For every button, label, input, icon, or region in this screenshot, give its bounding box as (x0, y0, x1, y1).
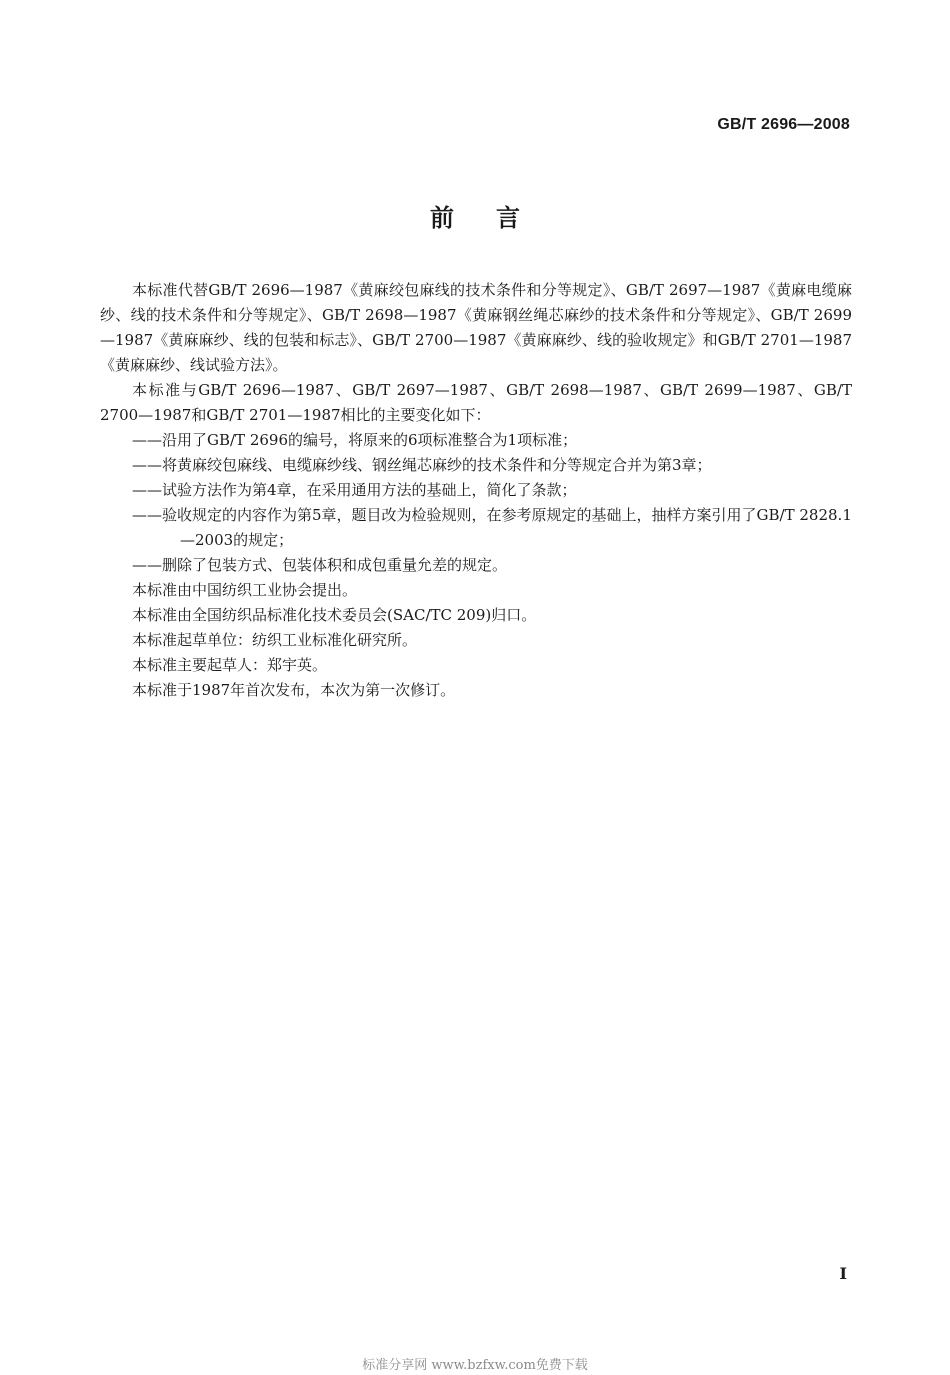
watermark: 标准分享网 www.bzfxw.com免费下载 (362, 1358, 588, 1373)
change-item: ——试验方法作为第4章，在采用通用方法的基础上，简化了条款； (132, 481, 577, 499)
page-number: I (839, 1264, 847, 1283)
paragraph-committee: 本标准由全国纺织品标准化技术委员会(SAC/TC 209)归口。 (132, 606, 537, 624)
paragraph-replaces: 本标准代替GB/T 2696—1987《黄麻绞包麻线的技术条件和分等规定》、GB/T 2697—1987《黄麻电缆麻纱、线的技术条件和分等规定》、GB/T 2698—1987《黄麻钢丝绳芯麻纱的技术条件和分等规定》、GB/T 2699—1987《黄麻麻纱、线的包装和标志》、GB/T 2700—1987《黄麻麻纱、线的验收规定》和GB/T 2701—1987《黄麻麻纱、线试验方法》。 (100, 281, 852, 374)
page-title: 前言 (430, 204, 562, 232)
change-item: ——验收规定的内容作为第5章，题目改为检验规则，在参考原规定的基础上，抽样方案引用了GB/T 2828.1—2003的规定； (132, 506, 852, 549)
change-item: ——沿用了GB/T 2696的编号，将原来的6项标准整合为1项标准； (132, 431, 578, 449)
change-item: ——将黄麻绞包麻线、电缆麻纱线、钢丝绳芯麻纱的技术条件和分等规定合并为第3章； (132, 456, 712, 474)
standard-number: GB/T 2696—2008 (717, 116, 850, 133)
paragraph-drafting-unit: 本标准起草单位：纺织工业标准化研究所。 (132, 631, 418, 649)
document-body (100, 278, 852, 703)
paragraph-changes-intro: 本标准与GB/T 2696—1987、GB/T 2697—1987、GB/T 2698—1987、GB/T 2699—1987、GB/T 2700—1987和GB/T 2701—1987相比的主要变化如下： (100, 381, 852, 424)
paragraph-drafter: 本标准主要起草人：郑宇英。 (132, 656, 328, 674)
paragraph-history: 本标准于1987年首次发布，本次为第一次修订。 (132, 681, 456, 699)
change-item: ——删除了包装方式、包装体积和成包重量允差的规定。 (132, 556, 508, 574)
paragraph-proposer: 本标准由中国纺织工业协会提出。 (132, 581, 358, 599)
